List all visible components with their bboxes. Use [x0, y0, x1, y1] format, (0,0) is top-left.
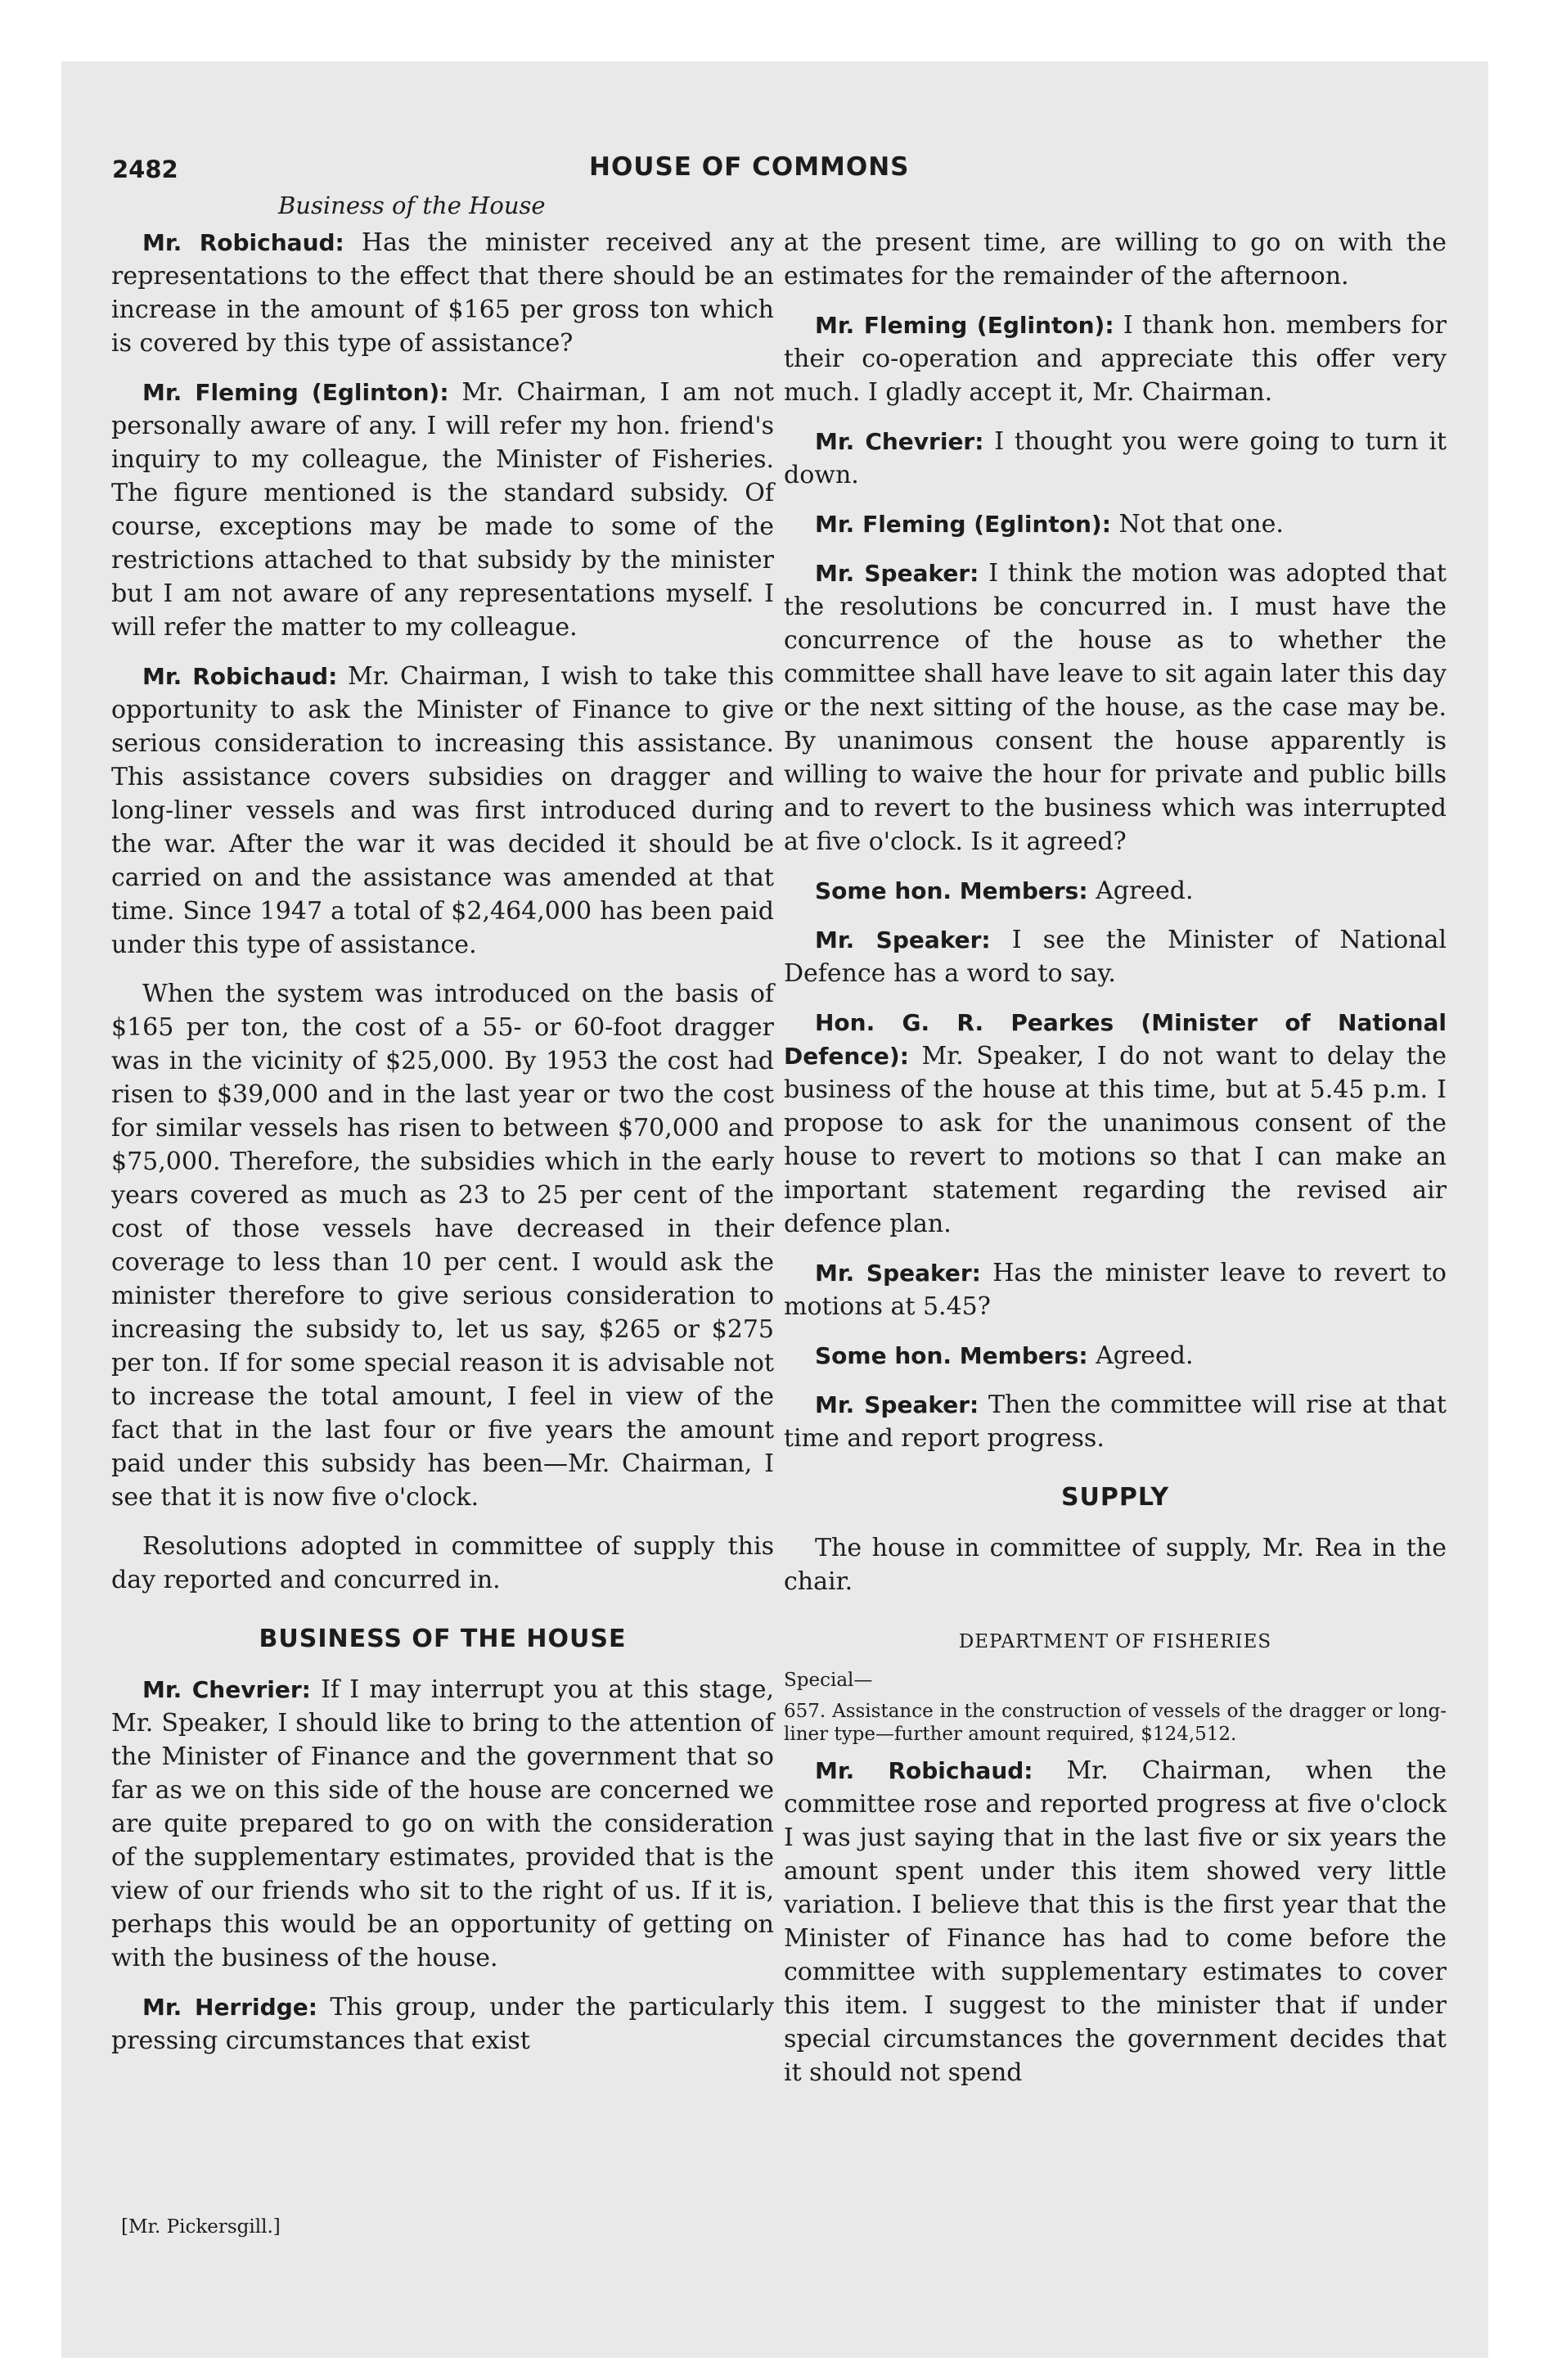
speech-paragraph — [111, 977, 774, 1514]
department-heading: DEPARTMENT OF FISHERIES — [958, 1631, 1272, 1652]
speech-text: Mr. Speaker, I do not want to delay the business of the house at this time, but at 5.45 p.m. I propose to ask for the unanimous consent of the house to revert to motions so that I can make an important statement regarding the revised air defence plan. — [784, 1042, 1447, 1238]
speaker-name: Mr. Herridge: — [142, 1994, 317, 2021]
speech-paragraph — [111, 376, 774, 644]
speaker-name: Mr. Fleming (Eglinton): — [142, 379, 449, 406]
section-subheader: Business of the House — [278, 192, 546, 219]
speaker-name: Mr. Speaker: — [815, 926, 991, 953]
speech-text: Not that one. — [1118, 510, 1284, 539]
speech-paragraph — [111, 1990, 774, 2058]
speech-paragraph — [784, 226, 1447, 293]
speech-text: Has the minister leave to revert to motions at 5.45? — [784, 1259, 1447, 1321]
speaker-name: Mr. Robichaud: — [815, 1757, 1033, 1784]
speech-paragraph — [111, 660, 774, 962]
speaker-name: Some hon. Members: — [815, 877, 1088, 904]
speech-paragraph — [784, 874, 1447, 908]
speech-paragraph — [784, 1256, 1447, 1323]
estimate-item: 657. Assistance in the construction of vessels of the dragger or long-liner type—further amount required, $124,512. — [784, 1701, 1447, 1745]
speech-paragraph — [784, 1006, 1447, 1241]
speech-text: The house in committee of supply, Mr. Rea in the chair. — [784, 1534, 1447, 1596]
left-column — [111, 226, 774, 2073]
speech-text: Mr. Chairman, I am not personally aware of any. I will refer my hon. friend's inquiry to my colleague, the Minister of Fisheries. The figure mentioned is the standard subsidy. Of course, exceptions may be made to some of the restrictions attached to that subsidy by the minister but I am not aware of any representations myself. I will refer the matter to my colleague. — [111, 378, 774, 642]
speech-text: This group, under the particularly pressing circumstances that exist — [111, 1993, 774, 2055]
footnote: [Mr. Pickersgill.] — [121, 2216, 281, 2238]
speaker-name: Mr. Speaker: — [815, 1260, 981, 1287]
speech-paragraph — [784, 1339, 1447, 1373]
speech-text: Has the minister received any representations to the effect that there should be an increase in the amount of $165 per gross ton which is covered by this type of assistance? — [111, 228, 774, 358]
speech-text: at the present time, are willing to go on with the estimates for the remainder of the afternoon. — [784, 228, 1447, 291]
speech-text: I see the Minister of National Defence has a word to say. — [784, 926, 1447, 988]
speech-text: I thought you were going to turn it down. — [784, 427, 1447, 489]
speaker-name: Mr. Fleming (Eglinton): — [815, 511, 1111, 538]
speech-paragraph — [784, 1754, 1447, 2089]
speaker-name: Mr. Chevrier: — [815, 428, 984, 455]
speaker-name: Mr. Speaker: — [815, 1391, 979, 1418]
speech-text: Agreed. — [1096, 877, 1194, 905]
speech-text: Agreed. — [1096, 1341, 1194, 1370]
speech-text: Resolutions adopted in committee of supply this day reported and concurred in. — [111, 1532, 774, 1594]
estimate-item: Special— — [784, 1670, 873, 1691]
speaker-name: Hon. G. R. Pearkes (Minister of National Defence): — [784, 1009, 1447, 1070]
speech-paragraph — [784, 923, 1447, 990]
speech-paragraph — [784, 507, 1447, 541]
speech-paragraph — [784, 425, 1447, 492]
speaker-name: Mr. Chevrier: — [142, 1676, 311, 1703]
speaker-name: Mr. Robichaud: — [142, 229, 344, 256]
section-heading: SUPPLY — [1060, 1483, 1170, 1512]
speech-paragraph — [784, 557, 1447, 859]
speech-text: Then the committee will rise at that time and report progress. — [784, 1391, 1447, 1453]
speech-paragraph — [111, 1673, 774, 1975]
speaker-name: Mr. Speaker: — [815, 560, 979, 587]
speech-paragraph — [111, 226, 774, 360]
speech-paragraph — [784, 309, 1447, 409]
speech-paragraph — [784, 1388, 1447, 1455]
speech-text: Mr. Chairman, I wish to take this opportunity to ask the Minister of Finance to give serious consideration to increasing this assistance. This assistance covers subsidies on dragger and long-liner vessels and was first introduced during the war. After the war it was decided it should be carried on and the assistance was amended at that time. Since 1947 a total of $2,464,000 has been paid under this type of assistance. — [111, 662, 774, 959]
speaker-name: Some hon. Members: — [815, 1342, 1088, 1369]
right-column — [784, 226, 1447, 2105]
speech-text: I thank hon. members for their co-operation and appreciate this offer very much. I gladly accept it, Mr. Chairman. — [784, 311, 1447, 407]
speech-paragraph — [111, 1530, 774, 1597]
speech-paragraph — [784, 1531, 1447, 1598]
speech-text: Mr. Chairman, when the committee rose and reported progress at five o'clock I was just saying that in the last five or six years the amount spent under this item showed very little variation. I believe that this is the first year that the Minister of Finance has had to come before the committee with supplementary estimates to cover this item. I suggest to the minister that if under special circumstances the government decides that it should not spend — [784, 1756, 1447, 2087]
speech-text: When the system was introduced on the basis of $165 per ton, the cost of a 55- or 60-foot dragger was in the vicinity of $25,000. By 1953 the cost had risen to $39,000 and in the last year or two the cost for similar vessels has risen to between $70,000 and $75,000. Therefore, the subsidies which in the early years covered as much as 23 to 25 per cent of the cost of those vessels have decreased in their coverage to less than 10 per cent. I would ask the minister therefore to give serious consideration to increasing the subsidy to, let us say, $265 or $275 per ton. If for some special reason it is advisable not to increase the total amount, I feel in view of the fact that in the last four or five years the amount paid under this subsidy has been—Mr. Chairman, I see that it is now five o'clock. — [111, 980, 774, 1512]
section-heading: BUSINESS OF THE HOUSE — [259, 1625, 627, 1653]
speaker-name: Mr. Fleming (Eglinton): — [815, 312, 1114, 339]
speech-text: I think the motion was adopted that the resolutions be concurred in. I must have the concurrence of the house as to whether the committee shall have leave to sit again later this day or the next sitting of the house, as the case may be. By unanimous consent the house apparently is willing to waive the hour for private and public bills and to revert to the business which was interrupted at five o'clock. Is it agreed? — [784, 559, 1447, 856]
page-number: 2482 — [112, 156, 178, 183]
speaker-name: Mr. Robichaud: — [142, 663, 338, 690]
speech-text: If I may interrupt you at this stage, Mr. Speaker, I should like to bring to the attention of the Minister of Finance and the government that so far as we on this side of the house are concerned we are quite prepared to go on with the consideration of the supplementary estimates, provided that is the view of our friends who sit to the right of us. If it is, perhaps this would be an opportunity of getting on with the business of the house. — [111, 1675, 774, 1972]
running-header: HOUSE OF COMMONS — [589, 152, 910, 182]
